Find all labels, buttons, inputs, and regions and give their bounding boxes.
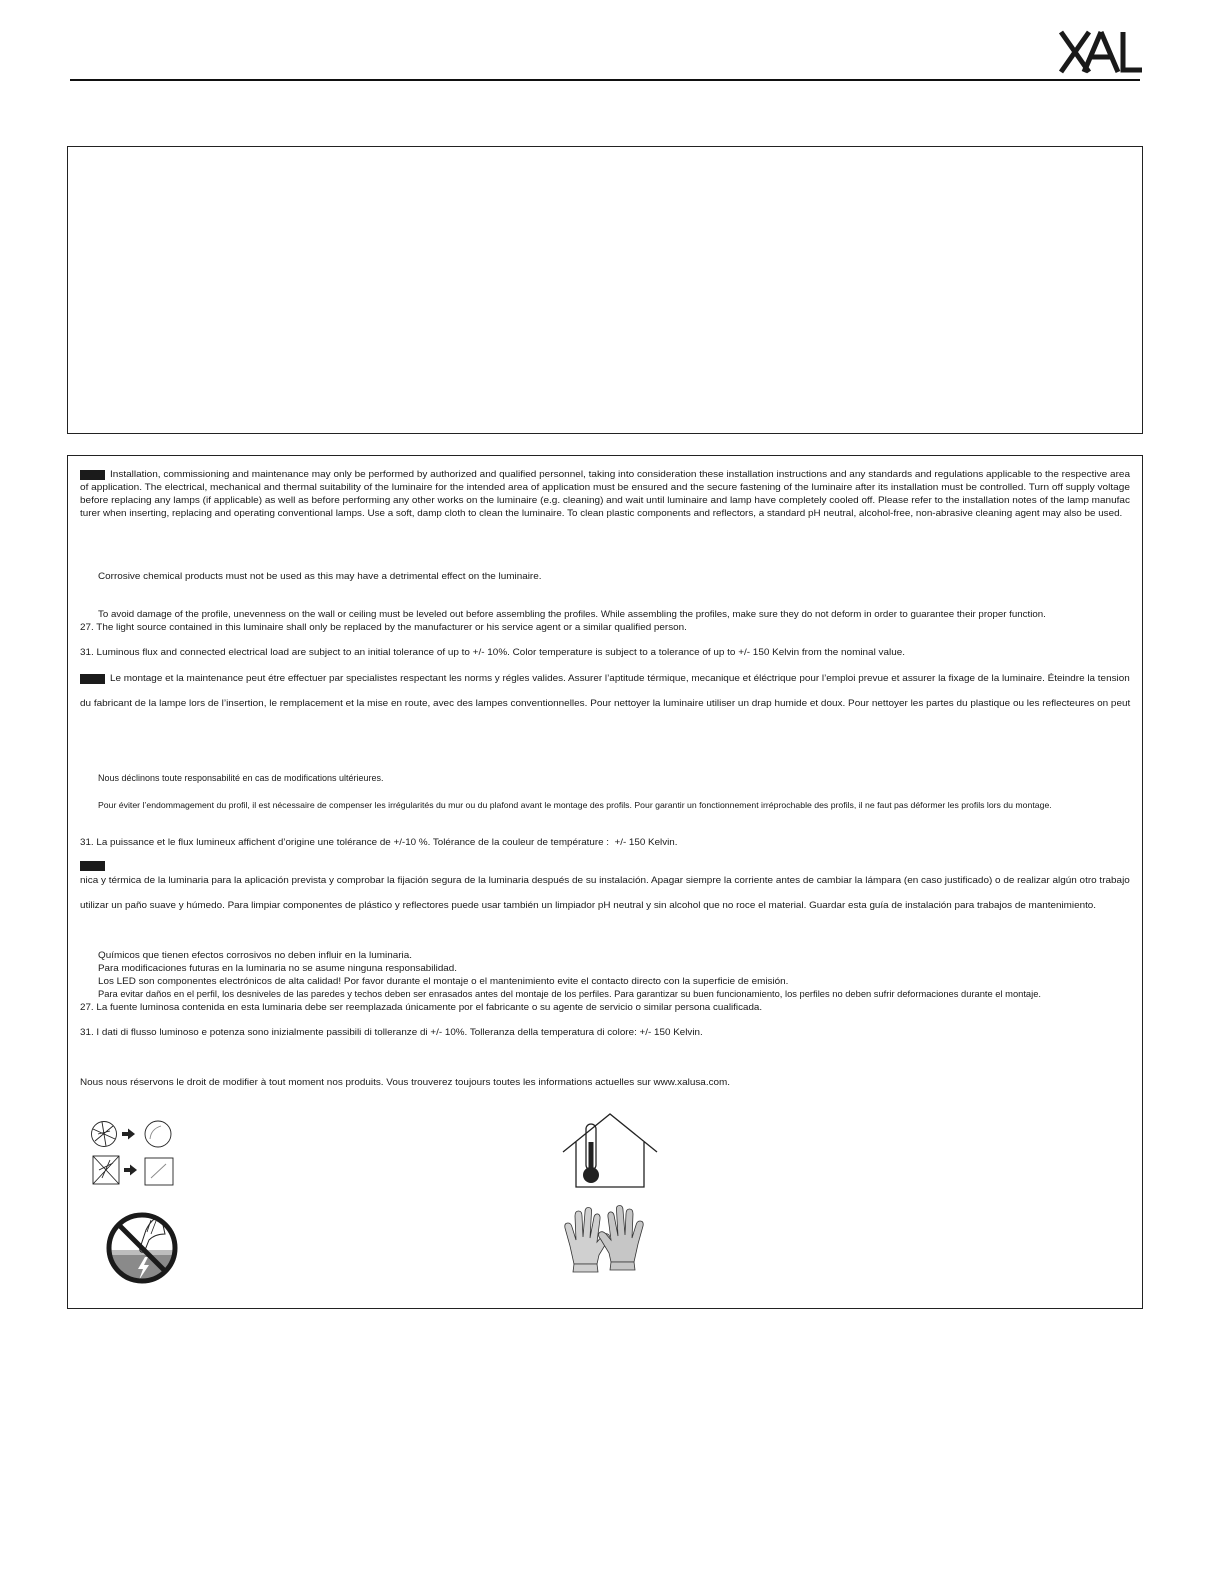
it-item-31: 31. I dati di flusso luminoso e potenza sono inizialmente passibili di tolleranze di +/- 10%. Tolleranza della temperatura di colore: +/- 150 Kelvin. xyxy=(80,1027,703,1038)
es-item-27: 27. La fuente luminosa contenida en esta luminaria debe ser reemplazada únicamente por el fabricante o su agente de servicio o similar persona cualificada. xyxy=(80,1002,763,1013)
fr-liability-note: Nous déclinons toute responsabilité en cas de modifications ultérieures. xyxy=(98,773,384,784)
fr-intro-line: Le montage et la maintenance peut étre effectuer par specialistes respectant les norms y régles valides. Assurer l’aptitude térmique, mecanique et éléctrique pour l’emploi prevue et assurer la fixage de la luminaire. Éteindre la tension xyxy=(110,673,1130,684)
en-intro-line: before replacing any lamps (if applicable) as well as before performing any other works on the luminaire (e.g. cleaning) and wait until luminaire and lamp have completely cooled off. Please refer to the installation notes of the lamp manufac xyxy=(80,495,1130,506)
figure-area-box xyxy=(67,146,1143,434)
en-intro-line: Installation, commissioning and maintenance may only be performed by authorized and qualified personnel, taking into consideration these installation instructions and any standards and regulations applicable to the respective area xyxy=(110,469,1131,480)
fr-language-flag-icon xyxy=(80,674,105,684)
es-language-flag-icon xyxy=(80,861,105,871)
en-item-27: 27. The light source contained in this luminaire shall only be replaced by the manufacturer or his service agent or a similar qualified person. xyxy=(80,622,687,633)
es-intro-line: nica y térmica de la luminaria para la aplicación prevista y comprobar la fijación segura de la luminaria después de su instalación. Apagar siempre la corriente antes de cambiar la lámpara (en caso justificado) o de realizar algún otro trabajo xyxy=(80,875,1130,886)
fr-profile-note: Pour éviter l’endommagement du profil, il est nécessaire de compenser les irrégularités du mur ou du plafond avant le montage des profils. Pour garantir un fonctionnement irréprochable des profils, il ne faut pas déformer les profils lors du montage. xyxy=(98,800,1052,810)
fr-item-31: 31. La puissance et le flux lumineux affichent d’origine une tolérance de +/-10 %. Tolérance de la couleur de température : +/- 150 Kelvin. xyxy=(80,837,678,848)
en-corrosive-note: Corrosive chemical products must not be used as this may have a detrimental effect on the luminaire. xyxy=(98,571,542,582)
es-corrosive-note: Químicos que tienen efectos corrosivos no deben influir en la luminaria. xyxy=(98,950,413,961)
es-intro-line: utilizar un paño suave y húmedo. Para limpiar componentes de plástico y reflectores puede usar también un limpiador pH neutral y sin alcohol que no roce el material. Guardar esta guía de instalación para trabajos de mantenimiento. xyxy=(80,900,1097,911)
do-not-touch-led-icon xyxy=(103,1210,181,1286)
xal-logo xyxy=(1058,30,1142,74)
en-intro-line: turer when inserting, replacing and operating conventional lamps. Use a soft, damp cloth to clean the luminaire. To clean plastic components and reflectors, a standard pH neutral, alcohol-free, non-abrasive cleaning agent may also be used. xyxy=(80,508,1123,519)
es-profile-note: Para evitar daños en el perfil, los desniveles de las paredes y techos deben ser enrasados antes del montaje de los perfiles. Para garantizar su buen funcionamiento, los perfiles no deben sufrir deformaciones durante el montaje. xyxy=(98,989,1041,1000)
en-language-flag-icon xyxy=(80,470,105,480)
es-led-note: Los LED son componentes electrónicos de alta calidad! Por favor durante el montaje o el mantenimiento evite el contacto directo con la superficie de emisión. xyxy=(98,976,789,987)
safety-notes-box xyxy=(67,455,1143,1309)
header-divider xyxy=(70,79,1140,81)
replace-damaged-glass-icon xyxy=(88,1118,178,1190)
en-intro-line: of application. The electrical, mechanical and thermal suitability of the luminaire for the intended area of application must be ensured and the secure fastening of the luminaire after its installation must be controlled. Turn off supply voltage xyxy=(80,482,1130,493)
footer-note: Nous nous réservons le droit de modifier à tout moment nos produits. Vous trouverez toujours toutes les informations actuelles sur www.xalusa.com. xyxy=(80,1077,731,1088)
en-item-31: 31. Luminous flux and connected electrical load are subject to an initial tolerance of up to +/- 10%. Color temperature is subject to a tolerance of up to +/- 150 Kelvin from the nominal value. xyxy=(80,647,906,658)
wear-gloves-icon xyxy=(558,1204,650,1274)
en-profile-note: To avoid damage of the profile, unevenness on the wall or ceiling must be leveled out before assembling the profiles. While assembling the profiles, make sure they do not deform in order to guarantee their proper function. xyxy=(98,609,1046,620)
fr-intro-line: du fabricant de la lampe lors de l’insertion, le remplacement et la mise en route, avec des lampes conventionnelles. Pour nettoyer la luminaire utiliser un drap humide et doux. Pour nettoyer les partes du plastique ou les reflecteures on peut xyxy=(80,698,1131,709)
es-liability-note: Para modificaciones futuras en la luminaria no se asume ninguna responsabilidad. xyxy=(98,963,457,974)
indoor-thermometer-icon xyxy=(562,1112,658,1190)
